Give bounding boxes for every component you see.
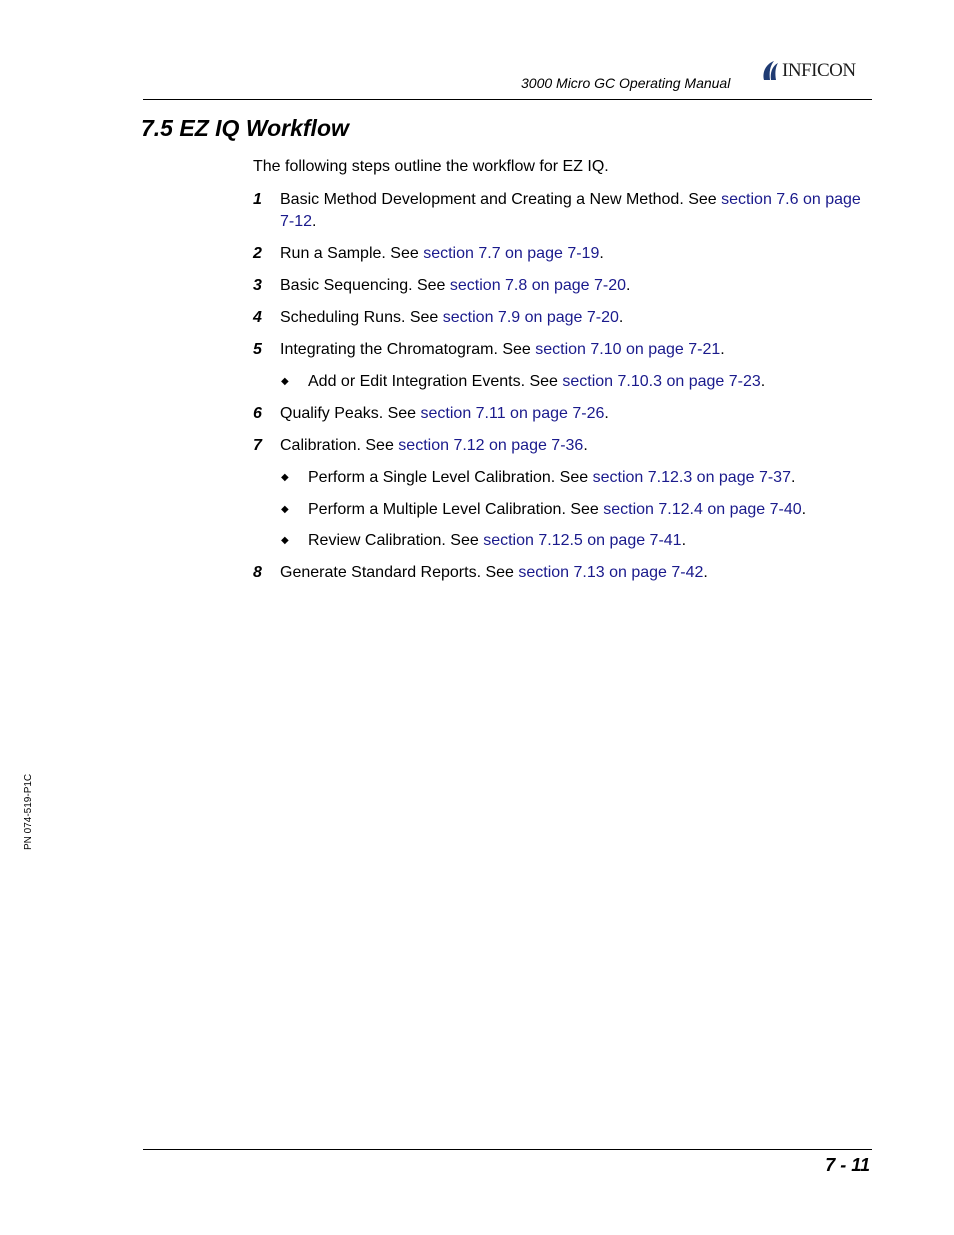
- logo-text: INFICON: [782, 60, 856, 81]
- step-end: .: [720, 341, 725, 358]
- step-end: .: [604, 405, 609, 422]
- part-number: PN 074-519-P1C: [23, 773, 34, 850]
- bullet-end: .: [790, 469, 796, 486]
- bullet-text: Perform a Multiple Level Calibration. See: [308, 501, 604, 518]
- step-number: 4: [253, 309, 262, 326]
- step-5: [280, 339, 870, 361]
- step-text: Basic Method Development and Creating a New Method. See: [280, 191, 722, 208]
- step-end: .: [312, 213, 317, 230]
- manual-title: 3000 Micro GC Operating Manual: [521, 75, 731, 91]
- step-end: .: [618, 309, 624, 326]
- inficon-logo-icon: [760, 58, 782, 84]
- intro-text: The following steps outline the workflow for EZ IQ.: [253, 158, 609, 175]
- step-link[interactable]: section 7.9 on page 7-20: [442, 309, 619, 326]
- step-text: Integrating the Chromatogram. See: [280, 341, 536, 358]
- bullet-item: [308, 467, 795, 489]
- step-end: .: [599, 245, 604, 262]
- bullet-end: .: [681, 532, 687, 549]
- step-link[interactable]: section 7.11 on page 7-26: [420, 405, 605, 422]
- diamond-bullet-icon: ◆: [281, 535, 289, 546]
- step-4: [280, 307, 870, 329]
- step-link[interactable]: section 7.8 on page 7-20: [449, 277, 627, 294]
- bullet-text: Add or Edit Integration Events. See: [308, 373, 563, 390]
- step-link[interactable]: section 7.10 on page 7-21: [535, 341, 721, 358]
- bullet-item: [308, 371, 765, 393]
- footer-rule: [143, 1149, 872, 1150]
- step-text: Run a Sample. See: [280, 245, 424, 262]
- bullet-item: [308, 530, 686, 552]
- step-number: 6: [253, 405, 262, 422]
- diamond-bullet-icon: ◆: [281, 472, 289, 483]
- step-1: [280, 189, 870, 233]
- step-number: 5: [253, 341, 262, 358]
- step-number: 8: [253, 564, 262, 581]
- step-6: [280, 403, 870, 425]
- step-7: [280, 435, 870, 457]
- step-end: .: [626, 277, 631, 294]
- diamond-bullet-icon: ◆: [281, 504, 289, 515]
- bullet-text: Review Calibration. See: [308, 532, 484, 549]
- step-text: Calibration. See: [280, 437, 399, 454]
- step-text: Scheduling Runs. See: [280, 309, 443, 326]
- bullet-text: Perform a Single Level Calibration. See: [308, 469, 593, 486]
- step-link[interactable]: section 7.13 on page 7-42: [518, 564, 704, 581]
- step-2: [280, 243, 870, 265]
- inficon-logo: [760, 58, 872, 84]
- bullet-link[interactable]: section 7.12.4 on page 7-40: [603, 501, 802, 518]
- header-rule: [143, 99, 872, 100]
- bullet-link[interactable]: section 7.12.5 on page 7-41: [483, 532, 682, 549]
- bullet-link[interactable]: section 7.12.3 on page 7-37: [592, 469, 791, 486]
- step-text: Basic Sequencing. See: [280, 277, 450, 294]
- step-number: 7: [253, 437, 262, 454]
- step-link[interactable]: section 7.12 on page 7-36: [398, 437, 584, 454]
- step-number: 1: [253, 191, 262, 208]
- diamond-bullet-icon: ◆: [281, 376, 289, 387]
- step-3: [280, 275, 870, 297]
- step-end: .: [583, 437, 588, 454]
- bullet-item: [308, 499, 806, 521]
- bullet-link[interactable]: section 7.10.3 on page 7-23: [562, 373, 761, 390]
- step-link[interactable]: section 7.6 on page 7-12: [280, 191, 861, 230]
- step-number: 2: [253, 245, 262, 262]
- step-text: Qualify Peaks. See: [280, 405, 421, 422]
- section-title: 7.5 EZ IQ Workflow: [141, 115, 349, 141]
- step-8: [280, 562, 870, 584]
- page-number: 7 - 11: [825, 1155, 870, 1175]
- bullet-end: .: [801, 501, 807, 518]
- step-end: .: [703, 564, 708, 581]
- step-text: Generate Standard Reports. See: [280, 564, 519, 581]
- step-link[interactable]: section 7.7 on page 7-19: [423, 245, 600, 262]
- bullet-end: .: [760, 373, 766, 390]
- step-number: 3: [253, 277, 262, 294]
